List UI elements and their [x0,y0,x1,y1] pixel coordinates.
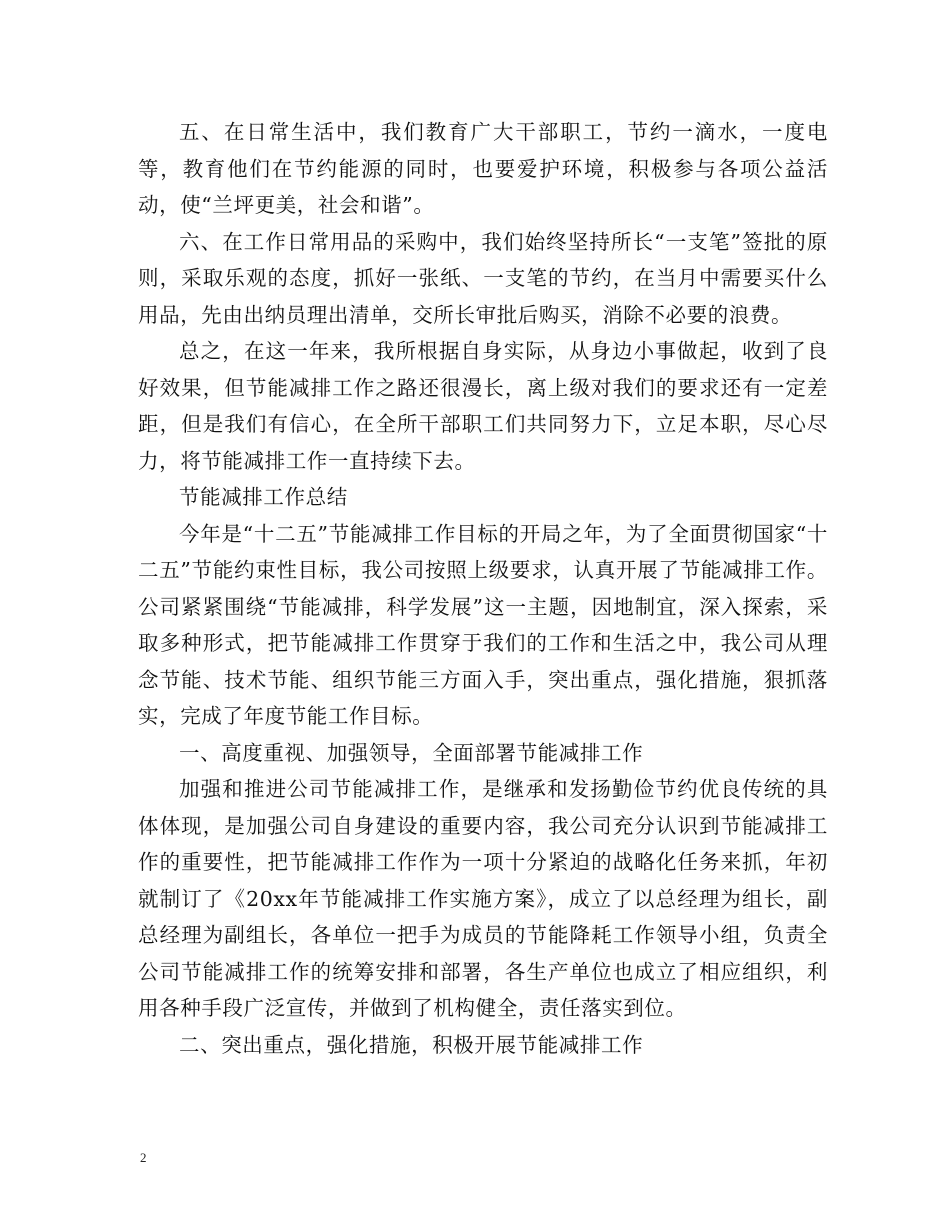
section-heading-2: 二、突出重点，强化措施，积极开展节能减排工作 [179,1032,644,1057]
section-title: 节能减排工作总结 [179,485,348,509]
paragraph-daily-life: 五、在日常生活中，我们教育广大干部职工，节约一滴水，一度电等，教育他们在节约能源的同时，也要爱护环境，积极参与各项公益活动，使“兰坪更美，社会和谐”。 [138,120,828,217]
section-heading-1: 一、高度重视、加强领导，全面部署节能减排工作 [179,740,644,765]
document-body [138,114,828,1063]
paragraph-procurement: 六、在工作日常用品的采购中，我们始终坚持所长“一支笔”签批的原则，采取乐观的态度，抓好一张纸、一支笔的节约，在当月中需要买什么用品，先由出纳员理出清单，交所长审批后购买，消除不必要的浪费。 [138,229,828,327]
page-number: 2 [140,1150,147,1165]
paragraph-intro: 今年是“十二五”节能减排工作目标的开局之年，为了全面贯彻国家“十二五”节能约束性目标，我公司按照上级要求，认真开展了节能减排工作。公司紧紧围绕“节能减排，科学发展”这一主题，因地制宜，深入探索，采取多种形式，把节能减排工作贯穿于我们的工作和生活之中，我公司从理念节能、技术节能、组织节能三方面入手，突出重点，强化措施，狠抓落实，完成了年度节能工作目标。 [138,521,828,728]
paragraph-leadership: 加强和推进公司节能减排工作，是继承和发扬勤俭节约优良传统的具体体现，是加强公司自身建设的重要内容，我公司充分认识到节能减排工作的重要性，把节能减排工作作为一项十分紧迫的战略化任务来抓，年初就制订了《20xx年节能减排工作实施方案》，成立了以总经理为组长，副总经理为副组长，各单位一把手为成员的节能降耗工作领导小组，负责全公司节能减排工作的统筹安排和部署，各生产单位也成立了相应组织，利用各种手段广泛宣传，并做到了机构健全，责任落实到位。 [138,777,828,1020]
paragraph-conclusion: 总之，在这一年来，我所根据自身实际，从身边小事做起，收到了良好效果，但节能减排工作之路还很漫长，离上级对我们的要求还有一定差距，但是我们有信心，在全所干部职工们共同努力下，立足本职，尽心尽力，将节能减排工作一直持续下去。 [138,339,828,473]
